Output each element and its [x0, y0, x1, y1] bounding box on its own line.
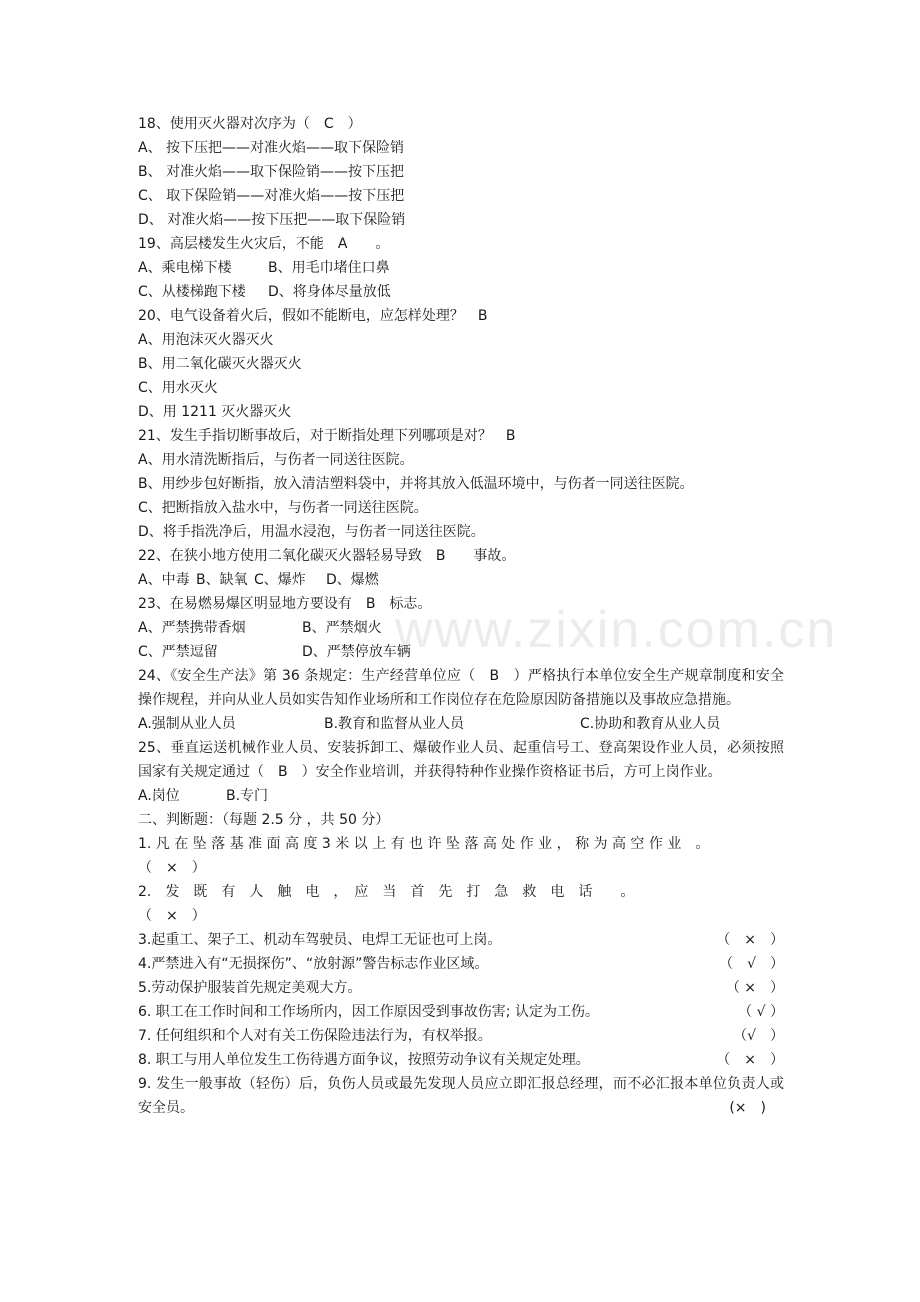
judge-item-9-text: 9. 发生一般事故（轻伤）后，负伤人员或最先发现人员应立即汇报总经理，而不必汇报本单位负责人或安全员。: [138, 1076, 784, 1116]
question-22-stem: 22、在狭小地方使用二氧化碳灭火器轻易导致 B 事故。: [138, 548, 516, 564]
question-22-option-b: B、缺氧: [196, 572, 248, 588]
question-18-option-d: D、 对准火焰——按下压把——取下保险销: [138, 212, 406, 228]
question-23-options-row-1: [138, 616, 784, 640]
question-24-option-c: C.协助和教育从业人员: [580, 716, 721, 732]
question-20-option-a: A、用泡沫灭火器灭火: [138, 332, 274, 348]
question-25-options-row: [138, 784, 784, 808]
question-21-option-d: D、将手指洗净后，用温水浸泡，与伤者一同送往医院。: [138, 524, 485, 540]
judge-item-1-mark: （ × ）: [138, 860, 206, 876]
question-19-option-d: D、将身体尽量放低: [268, 284, 391, 300]
question-21-option-c: C、把断指放入盐水中，与伤者一同送往医院。: [138, 500, 428, 516]
judge-item-9-mark: (× ): [729, 1100, 766, 1116]
judge-item-7-text: 7. 任何组织和个人对有关工伤保险违法行为，有权举报。: [138, 1028, 492, 1044]
judge-item-8-mark: （ × ）: [716, 1052, 784, 1068]
question-20-option-d: D、用 1211 灭火器灭火: [138, 404, 292, 420]
question-24-option-a: A.强制从业人员: [138, 716, 236, 732]
judge-item-6-text: 6. 职工在工作时间和工作场所内，因工作原因受到事故伤害; 认定为工伤。: [138, 1004, 599, 1020]
judge-item-4: [138, 952, 784, 976]
question-19-options-row-2: [138, 280, 784, 304]
question-23-options-row-2: [138, 640, 784, 664]
judge-item-1-text: 1. 凡 在 坠 落 基 准 面 高 度 3 米 以 上 有 也 许 坠 落 高 处 作 业 ， 称 为 高 空 作 业 。: [138, 836, 710, 852]
judge-item-3-text: 3.起重工、架子工、机动车驾驶员、电焊工无证也可上岗。: [138, 932, 502, 948]
question-23-option-a: A、严禁携带香烟: [138, 620, 246, 636]
judge-item-5: [138, 976, 784, 1000]
judge-item-7-mark: （√ ）: [733, 1028, 784, 1044]
judge-item-6: [138, 1000, 784, 1024]
question-22-option-d: D、爆燃: [326, 572, 379, 588]
question-25-option-b: B.专门: [226, 788, 269, 804]
judge-item-2: [138, 880, 784, 928]
document-page: [138, 112, 784, 1120]
judge-item-4-mark: （ √ ）: [719, 956, 784, 972]
judge-item-2-mark: （ × ）: [138, 908, 206, 924]
question-23-option-c: C、严禁逗留: [138, 644, 218, 660]
question-23-option-b: B、严禁烟火: [302, 620, 382, 636]
watermark: www.zixin.com.cn: [395, 601, 838, 659]
question-19-option-a: A、乘电梯下楼: [138, 260, 232, 276]
question-20-option-c: C、用水灭火: [138, 380, 218, 396]
section-2-title: 二、判断题：（每题 2.5 分 ，共 50 分）: [138, 812, 390, 828]
question-25-stem: 25、垂直运送机械作业人员、安装拆卸工、爆破作业人员、起重信号工、登高架设作业人员，必须按照国家有关规定通过（ B ）安全作业培训，并获得特种作业操作资格证书后，方可上岗作业。: [138, 740, 784, 780]
judge-item-4-text: 4.严禁进入有“无损探伤”、“放射源”警告标志作业区域。: [138, 956, 489, 972]
question-19-option-c: C、从楼梯跑下楼: [138, 284, 246, 300]
question-21-stem: 21、发生手指切断事故后，对于断指处理下列哪项是对？ B: [138, 428, 516, 444]
judge-item-6-mark: （ √ ）: [738, 1004, 784, 1020]
question-23-option-d: D、严禁停放车辆: [302, 644, 411, 660]
judge-item-3: [138, 928, 784, 952]
judge-item-9: [138, 1072, 784, 1120]
question-23-stem: 23、在易燃易爆区明显地方要设有 B 标志。: [138, 596, 432, 612]
question-21-option-b: B、用纱步包好断指，放入清洁塑料袋中，并将其放入低温环境中，与伤者一同送往医院。: [138, 476, 694, 492]
question-20-stem: 20、电气设备着火后，假如不能断电，应怎样处理？ B: [138, 308, 488, 324]
judge-item-5-mark: （ × ）: [725, 980, 784, 996]
judge-item-7: [138, 1024, 784, 1048]
question-18-stem: 18、使用灭火器对次序为（ C ）: [138, 116, 362, 132]
question-18-option-a: A、 按下压把——对准火焰——取下保险销: [138, 140, 405, 156]
question-19-option-b: B、用毛巾堵住口鼻: [268, 260, 390, 276]
question-22-options-row: [138, 568, 784, 592]
question-22-option-a: A、中毒: [138, 572, 190, 588]
question-19-stem: 19、高层楼发生火灾后，不能 A 。: [138, 236, 390, 252]
question-25-option-a: A.岗位: [138, 788, 180, 804]
question-19-options-row-1: [138, 256, 784, 280]
question-20-option-b: B、用二氧化碳灭火器灭火: [138, 356, 302, 372]
judge-item-3-mark: （ × ）: [716, 932, 784, 948]
question-18-option-b: B、 对准火焰——取下保险销——按下压把: [138, 164, 405, 180]
judge-item-1: [138, 832, 784, 880]
judge-item-5-text: 5.劳动保护服装首先规定美观大方。: [138, 980, 362, 996]
question-24-options-row: [138, 712, 784, 736]
judge-item-2-text: 2. 发 既 有 人 触 电 ， 应 当 首 先 打 急 救 电 话 。: [138, 884, 635, 900]
question-22-option-c: C、爆炸: [254, 572, 306, 588]
question-21-option-a: A、用水清洗断指后，与伤者一同送往医院。: [138, 452, 414, 468]
judge-item-8: [138, 1048, 784, 1072]
question-18-option-c: C、 取下保险销——对准火焰——按下压把: [138, 188, 405, 204]
question-24-option-b: B.教育和监督从业人员: [324, 716, 465, 732]
question-24-stem: 24、《安全生产法》第 36 条规定：生产经营单位应（ B ）严格执行本单位安全生产规章制度和安全操作规程，并向从业人员如实告知作业场所和工作岗位存在危险原因防备措施以及事故应急措施。: [138, 668, 784, 708]
judge-item-8-text: 8. 职工与用人单位发生工伤待遇方面争议，按照劳动争议有关规定处理。: [138, 1052, 590, 1068]
